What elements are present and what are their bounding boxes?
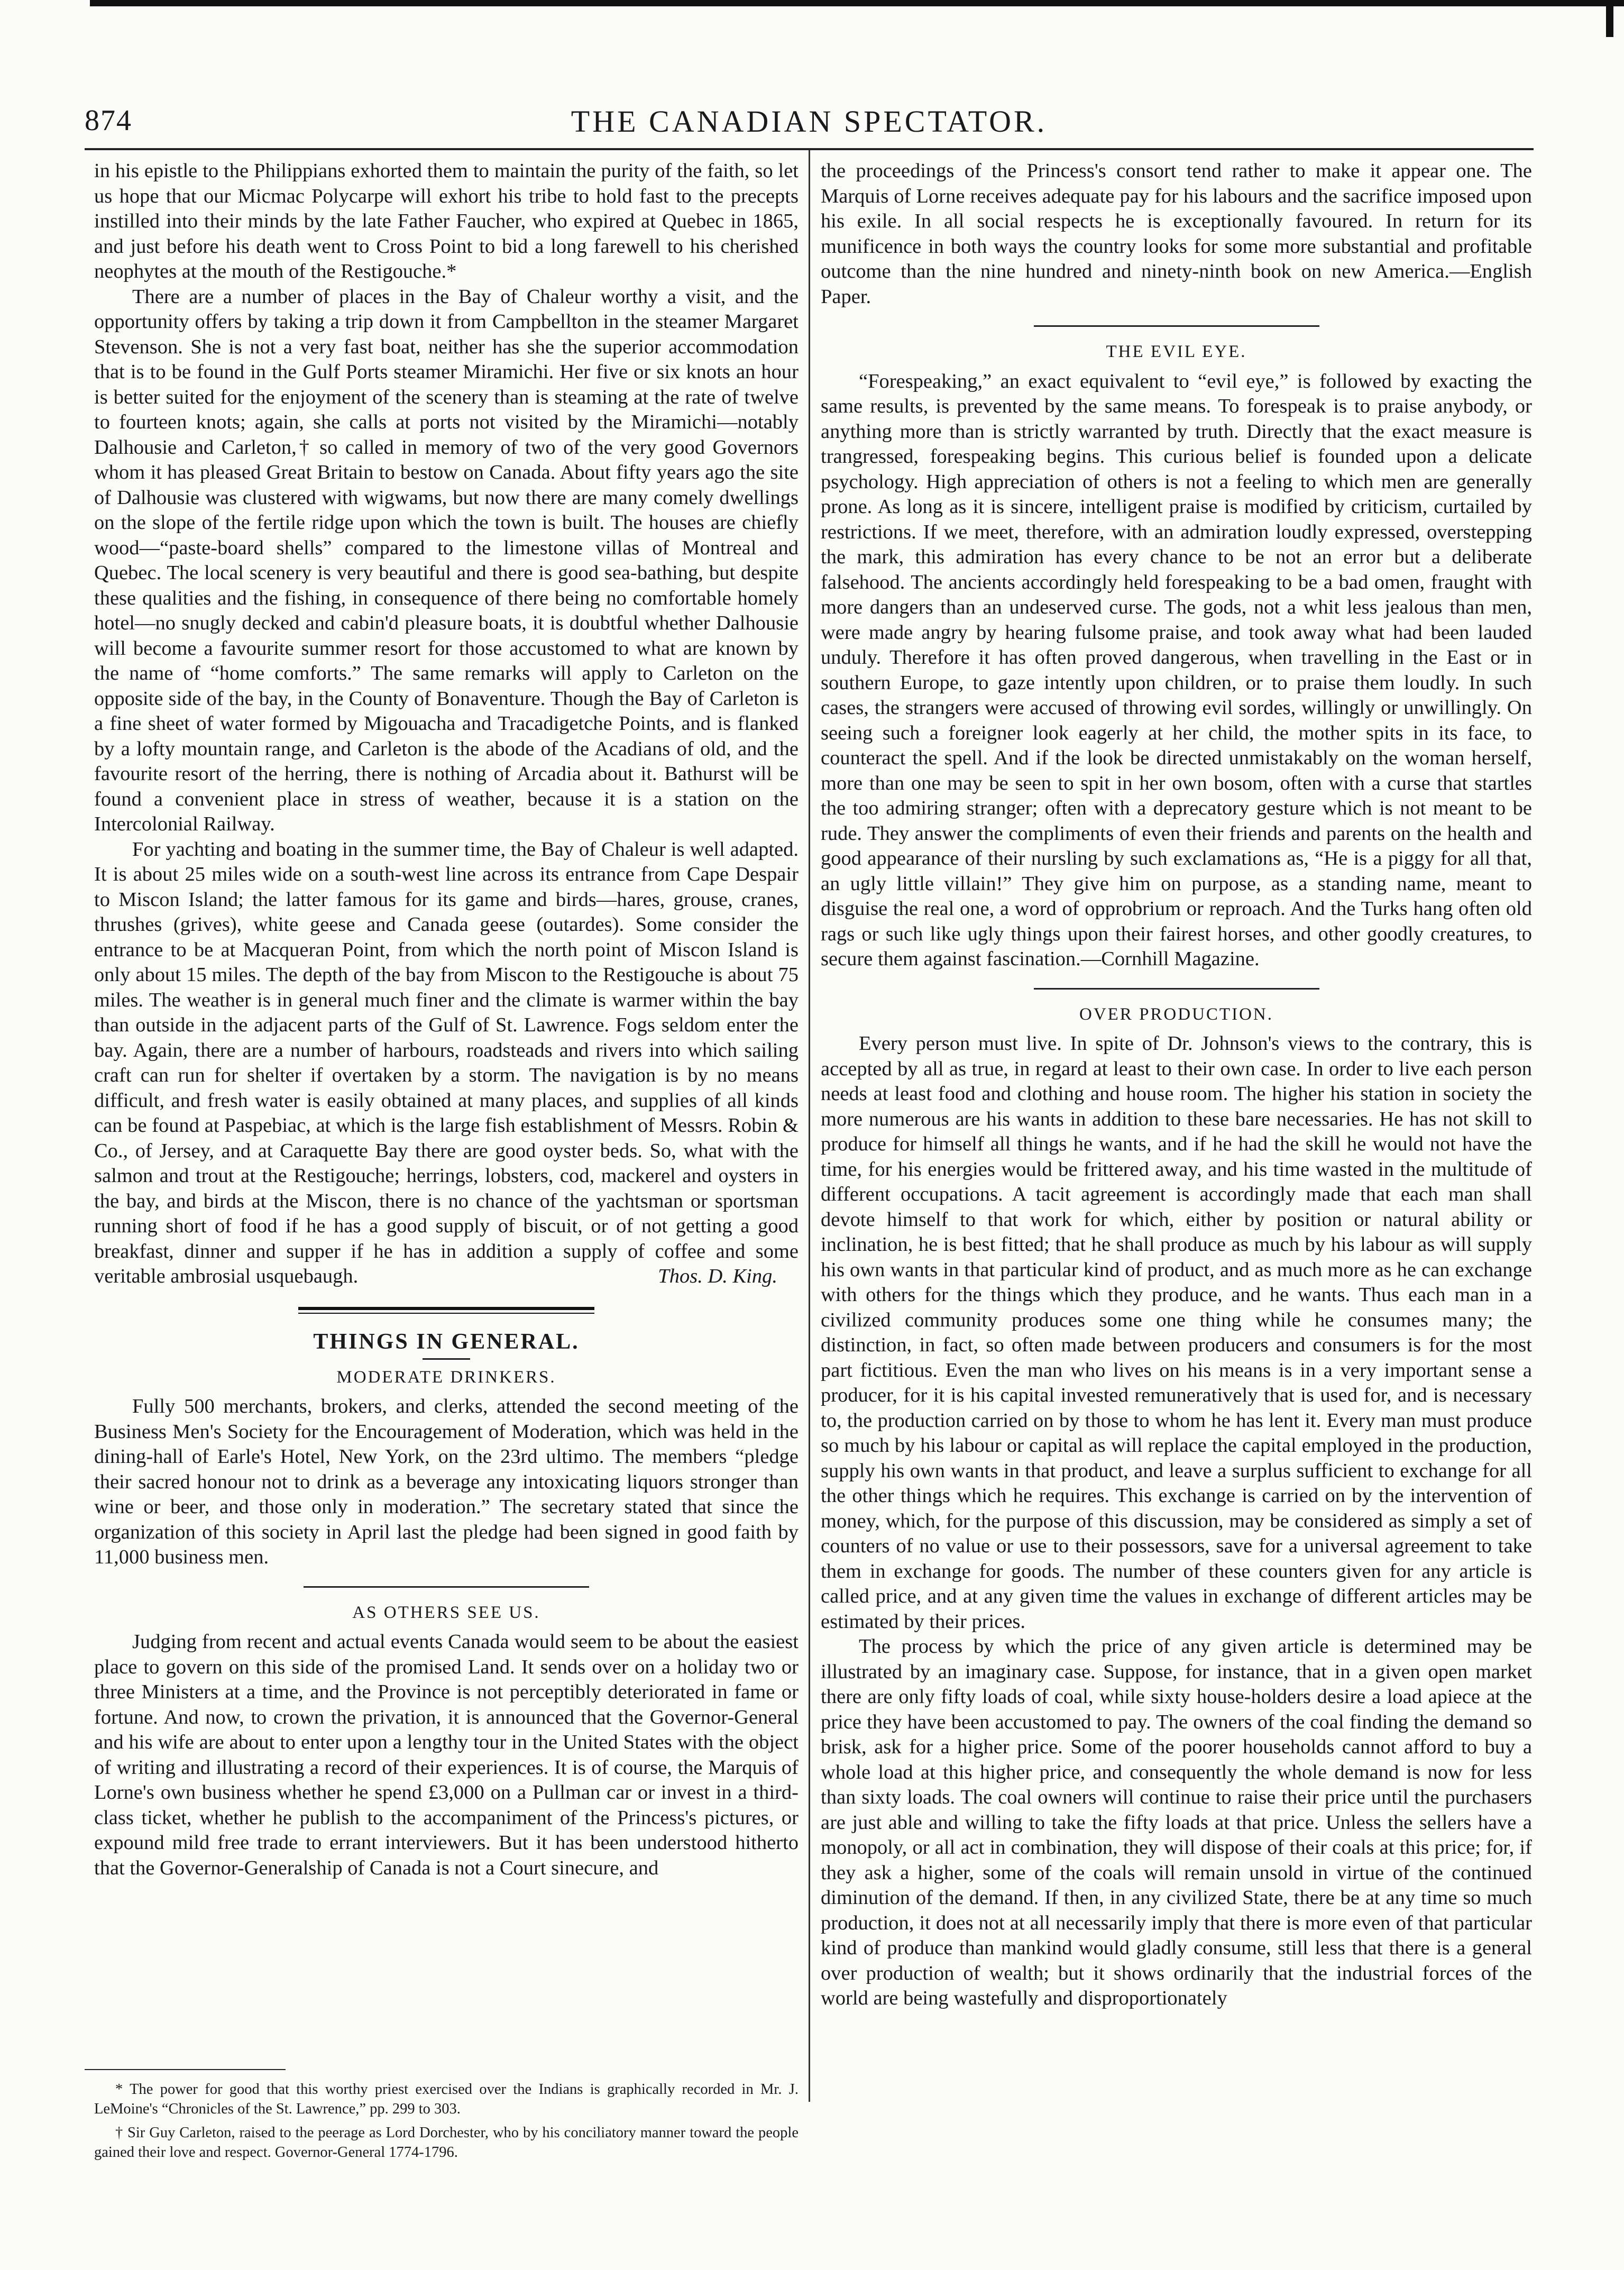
article-paragraph: Every person must live. In spite of Dr. Johnson's views to the contrary, this is accepted by all as true, in regard at least to their own case. In order to live each person needs at least food and clothing and house room. The higher his station in society the more numerous are his wants in addition to these bare necessaries. He has not skill to produce for himself all things he wants, and if he had the skill he would not have the time, for his energies would be frittered away, and his time wasted in the multitude of different occupations. A tacit agreement is accordingly made that each man shall devote himself to that work for which, either by position or natural ability or inclination, he is best fitted; that he shall produce as much by his labour as will supply his own wants in that particular kind of product, and as much more as he can exchange with others for the things which they produce, and he wants. Thus each man in a civilized community produces some one thing while he consumes many; the distinction, in fact, so often made between producers and consumers is for the most part fictitious. Even the man who lives on his means is in a very important sense a producer, for it is his capital invested remuneratively that is used for, and is necessary to, the production carried on by those to whom he has lent it. Every man must produce so much by his labour or capital as will replace the capital employed in the production, supply his own wants in that product, and leave a surplus sufficient to exchange for all the other things which he requires. This exchange is carried on by the intervention of money, which, for the purpose of this discussion, may be considered as simply a set of counters of no value or use to their possessors, save for a universal agreement to take them in exchange for goods. The number of these counters given for any article is called price, and at any given time the values in exchange of different articles may be estimated by their prices. xyxy=(821,1032,1532,1633)
page-number: 874 xyxy=(85,104,132,137)
article-title: AS OTHERS SEE US. xyxy=(352,1603,540,1622)
article-paragraph: the proceedings of the Princess's consort tend rather to make it appear one. The Marquis of Lorne receives adequate pay for his labours and the sacrifice imposed upon his exile. In all social respects he is exceptionally favoured. In return for its munificence in both ways the country looks for some more substantial and profitable outcome than the nine hundred and ninety-ninth book on new America.—English Paper. xyxy=(821,160,1532,308)
top-border-line xyxy=(90,0,1624,6)
left-column xyxy=(94,159,799,1881)
footnotes xyxy=(94,2080,799,2166)
article-title: OVER PRODUCTION. xyxy=(1079,1004,1273,1024)
section-heading: THINGS IN GENERAL. xyxy=(313,1330,580,1354)
article-paragraph: Fully 500 merchants, brokers, and clerks, attended the second meeting of the Business Men's Society for the Encouragement of Moderation, which was held in the dining-hall of Earle's Hotel, New York, on the 23rd ultimo. The members “pledge their sacred honour not to drink as a beverage any intoxicating liquors stronger than wine or beer, and those only in moderation.” The secretary stated that since the organization of this society in April last the pledge had been signed in good faith by 11,000 business men. xyxy=(94,1395,799,1568)
author-signature: Thos. D. King. xyxy=(658,1265,777,1287)
section-divider xyxy=(298,1307,594,1314)
footnote: * The power for good that this worthy priest exercised over the Indians is graphically recorded in Mr. J. LeMoine's “Chronicles of the St. Lawrence,” pp. 299 to 303. xyxy=(94,2081,799,2117)
page-header xyxy=(85,104,1534,141)
footnote-rule xyxy=(85,2069,286,2070)
article-paragraph: The process by which the price of any given article is determined may be illustrated by an imaginary case. Suppose, for instance, that in a given open market there are only fifty loads of coal, while sixty house-holders desire a load apiece at the price they have been accustomed to pay. The owners of the coal finding the demand so brisk, ask for a higher price. Some of the poorer households cannot afford to buy a whole load at this higher price, and consequently the whole demand is now for less than sixty loads. The coal owners will continue to raise their price until the purchasers are just able and willing to take the fifty loads at that price. Unless the sellers have a monopoly, or all act in combination, they will dispose of their coals at this price; for, if they ask a higher, some of the coals will remain unsold in virtue of the continued diminution of the demand. If then, in any civilized State, there be at any time so much production, it does not at all necessarily imply that there is more even of that particular kind of produce than mankind would gladly consume, still less that there is a general over production of wealth; but it shows ordinarily that the industrial forces of the world are being wastefully and disproportionately xyxy=(821,1635,1532,2009)
article-divider xyxy=(304,1586,589,1588)
article-paragraph: There are a number of places in the Bay of Chaleur worthy a visit, and the opportunity offers by taking a trip down it from Campbellton in the steamer Margaret Stevenson. She is not a very fast boat, neither has she the superior accommodation that is to be found in the Gulf Ports steamer Miramichi. Her five or six knots an hour is better suited for the enjoyment of the scenery than is steaming at the rate of twelve to fourteen knots; again, she calls at ports not visited by the Miramichi—notably Dalhousie and Carleton,† so called in memory of two of the very good Governors whom it has pleased Great Britain to bestow on Canada. About fifty years ago the site of Dalhousie was clustered with wigwams, but now there are many comely dwellings on the slope of the fertile ridge upon which the town is built. The houses are chiefly wood—“paste-board shells” compared to the limestone villas of Montreal and Quebec. The local scenery is very beautiful and there is good sea-bathing, but despite these qualities and the fishing, in consequence of there being no comfortable homely hotel—no snugly decked and cabin'd pleasure boats, it is doubtful whether Dalhousie will become a favourite summer resort for those accustomed to what are known by the name of “home comforts.” The same remarks will apply to Carleton on the opposite side of the bay, in the County of Bonaventure. Though the Bay of Carleton is a fine sheet of water formed by Migouacha and Tracadigetche Points, and is flanked by a lofty mountain range, and Carleton is the abode of the Acadians of old, and the favourite resort of the herring, there is nothing of Arcadia about it. Bathurst will be found a convenient place in stress of weather, because it is a station on the Intercolonial Railway. xyxy=(94,285,799,835)
column-divider xyxy=(809,150,810,2102)
article-paragraph: For yachting and boating in the summer time, the Bay of Chaleur is well adapted. It is about 25 miles wide on a south-west line across its entrance from Cape Despair to Miscon Island; the latter famous for its game and birds—hares, grouse, cranes, thrushes (grives), white geese and Canada geese (outardes). Some consider the entrance to be at Macqueran Point, from which the north point of Miscon Island is only about 15 miles. The depth of the bay from Miscon to the Restigouche is about 75 miles. The weather is in general much finer and the climate is warmer within the bay than outside in the adjacent parts of the Gulf of St. Lawrence. Fogs seldom enter the bay. Again, there are a number of harbours, roadsteads and rivers into which sailing craft can run for shelter if overtaken by a storm. The navigation is by no means difficult, and fresh water is easily obtained at many places, and supplies of all kinds can be found at Paspebiac, at which is the large fish establishment of Messrs. Robin & Co., of Jersey, and at Caraquette Bay there are good oyster beds. So, what with the salmon and trout at the Restigouche; herrings, lobsters, cod, mackerel and oysters in the bay, and birds at the Miscon, there is no chance of the yachtsman or sportsman running short of food if he has a good supply of biscuit, or of not getting a good breakfast, dinner and supper if he has in addition a supply of coffee and some veritable ambrosial usquebaugh. xyxy=(94,838,799,1287)
article-paragraph: “Forespeaking,” an exact equivalent to “evil eye,” is followed by exacting the same results, is prevented by the same means. To forespeak is to praise anybody, or anything more than is strictly warranted by truth. Directly that the exact measure is trangressed, forespeaking begins. This curious belief is founded upon a delicate psychology. High appreciation of others is not a feeling to which men are generally prone. As long as it is sincere, intelligent praise is modified by criticism, curtailed by restrictions. If we meet, therefore, with an admiration loudly expressed, overstepping the mark, this admiration has every chance to be not an error but a deliberate falsehood. The ancients accordingly held forespeaking to be a bad omen, fraught with more dangers than an undeserved curse. The gods, not a whit less jealous than men, were made angry by hearing fulsome praise, and took away what had been lauded unduly. Therefore it has often proved dangerous, when travelling in the East or in southern Europe, to gaze intently upon children, or to praise them loudly. In such cases, the strangers were accused of throwing evil sordes, willingly or unwillingly. On seeing such a foreigner look eagerly at her child, the mother spits in its face, to counteract the spell. And if the look be directed unmistakably on the woman herself, more than one may be seen to spit in her own bosom, often with a curse that startles the too admiring stranger; often with a deprecatory gesture which is not meant to be rude. They answer the compliments of even their friends and parents on the health and good appearance of their nursling by such exclamations as, “He is a piggy for all that, an ugly little villain!” They give him on purpose, as a standing name, meant to disguise the real one, a word of opprobrium or reproach. And the Turks hang often old rags or such like ugly things upon their fairest horses, and other goodly creatures, to secure them against fascination.—Cornhill Magazine. xyxy=(821,370,1532,970)
publication-title: THE CANADIAN SPECTATOR. xyxy=(571,104,1048,139)
top-edge-mark xyxy=(1606,0,1613,37)
article-paragraph: Judging from recent and actual events Canada would seem to be about the easiest place to govern on this side of the promised Land. It sends over on a holiday two or three Ministers at a time, and the Province is not perceptibly deteriorated in fame or fortune. And now, to crown the privation, it is announced that the Governor-General and his wife are about to enter upon a lengthy tour in the United States with the object of writing and illustrating a record of their experiences. It is of course, the Marquis of Lorne's own business whether he spend £3,000 on a Pullman car or invest in a third-class ticket, whether he publish to the accompaniment of the Princess's pictures, or expound mild free trade to errant interviewers. But it has been understood hitherto that the Governor-Generalship of Canada is not a Court sinecure, and xyxy=(94,1631,799,1879)
article-divider xyxy=(1034,988,1319,990)
footnote: † Sir Guy Carleton, raised to the peerage as Lord Dorchester, who by his conciliatory manner toward the people gained their love and respect. Governor-General 1774-1796. xyxy=(94,2125,799,2161)
article-title: THE EVIL EYE. xyxy=(1106,342,1247,361)
article-paragraph: in his epistle to the Philippians exhorted them to maintain the purity of the faith, so let us hope that our Micmac Polycarpe will exhort his tribe to hold fast to the precepts instilled into their minds by the late Father Faucher, who expired at Quebec in 1865, and just before his death went to Cross Point to bid a long farewell to his cherished neophytes at the mouth of the Restigouche.* xyxy=(94,160,799,282)
article-divider xyxy=(1034,325,1319,327)
right-column xyxy=(821,159,1532,2011)
heading-rule xyxy=(423,1358,470,1360)
article-title: MODERATE DRINKERS. xyxy=(336,1367,556,1387)
